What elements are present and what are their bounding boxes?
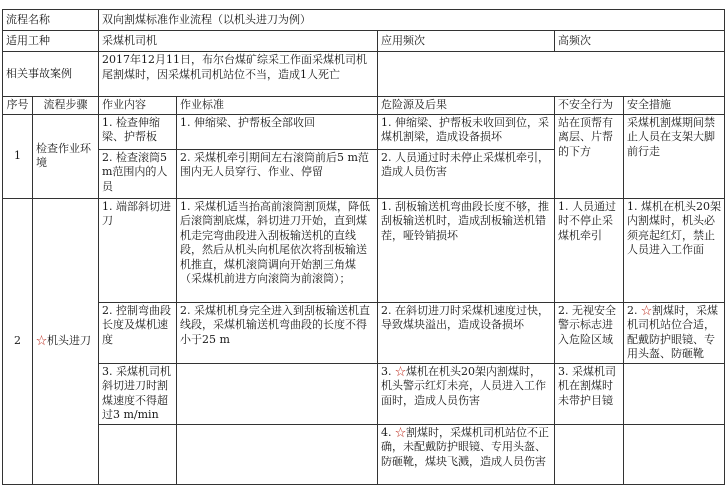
section-step-cell [33, 198, 99, 484]
hazard: 煤机在机头20架内割煤时，机头警示红灯未亮，人员进入工作面时，造成人员伤害 [381, 364, 546, 407]
col-header-step: 流程步骤 [33, 97, 99, 115]
work-content: 1. 端部斜切进刀 [99, 198, 177, 302]
unsafe-behavior: 2. 无视安全警示标志进入危险区域 [555, 302, 624, 363]
unsafe-behavior: 站在顶帮有离层、片帮的下方 [555, 114, 624, 198]
key-measure-star-icon: ☆ [641, 303, 652, 317]
work-content: 2. 控制弯曲段长度及煤机速度 [99, 302, 177, 363]
job-value: 采煤机司机 [99, 31, 378, 52]
hazard: 2. 在斜切进刀时采煤机速度过快，导致煤块溢出，造成设备损坏 [378, 302, 555, 363]
hazard: 1. 伸缩梁、护帮板未收回到位，采煤机割梁，造成设备损坏 [378, 114, 555, 149]
freq-value: 高频次 [555, 31, 725, 52]
col-header-hazard: 危险源及后果 [378, 97, 555, 115]
work-standard: 2. 采煤机牵引期间左右滚筒前后5 m范围内无人员穿行、作业、停留 [177, 149, 378, 198]
work-standard-empty [177, 424, 378, 484]
hazard-cell: 3. ☆煤机在机头20架内割煤时，机头警示红灯未亮，人员进入工作面时，造成人员伤害 [378, 363, 555, 424]
case-blank [378, 52, 725, 97]
safety-measure-empty [624, 363, 725, 424]
work-content: 3. 采煤机司机斜切进刀时割煤速度不得超过3 m/min [99, 363, 177, 424]
hazard-cell: 4. ☆割煤时，采煤机司机站位不正确，未配戴防护眼镜、专用头盔、防砸靴，煤块飞溅，造成人员伤害 [378, 424, 555, 484]
case-label: 相关事故案例 [3, 52, 99, 97]
safety-measure-empty [624, 424, 725, 484]
hazard: 2. 人员通过时未停止采煤机牵引，造成人员伤害 [378, 149, 555, 198]
case-value: 2017年12月11日，布尔台煤矿综采工作面采煤机司机尾割煤时，因采煤机司机站位不当，造成1人死亡 [99, 52, 378, 97]
key-hazard-star-icon: ☆ [395, 364, 406, 378]
section-step: 机头进刀 [47, 333, 91, 347]
work-content: 1. 检查伸缩梁、护帮板 [99, 114, 177, 149]
section-no: 2 [3, 198, 33, 484]
section-step: 检查作业环境 [33, 114, 99, 198]
work-standard-empty [177, 363, 378, 424]
hazard: 1. 刮板输送机弯曲段长度不够，推刮板输送机时，造成刮板输送机错茬，哑铃销损坏 [378, 198, 555, 302]
work-standard: 2. 采煤机机身完全进入到刮板输送机直线段，采煤机输送机弯曲段的长度不得小于25 m [177, 302, 378, 363]
procedure-table [2, 9, 725, 485]
col-header-standard: 作业标准 [177, 97, 378, 115]
unsafe-behavior: 1. 人员通过时不停止采煤机牵引 [555, 198, 624, 302]
col-header-measure: 安全措施 [624, 97, 725, 115]
unsafe-behavior: 3. 采煤机司机在割煤时未带护目镜 [555, 363, 624, 424]
work-standard: 1. 采煤机适当抬高前滚筒割顶煤，降低后滚筒割底煤，斜切进刀开始，直到煤机走完弯曲段进入刮板输送机的直线段，然后从机头向机尾依次将刮板输送机推直，煤机滚筒调向开始割三角煤（采煤机前进方向滚筒为前滚筒）； [177, 198, 378, 302]
key-step-star-icon: ☆ [36, 333, 47, 347]
unsafe-behavior-empty [555, 424, 624, 484]
job-label: 适用工种 [3, 31, 99, 52]
work-content: 2. 检查滚筒5 m范围内的人员 [99, 149, 177, 198]
safety-measure: 1. 煤机在机头20架内割煤时，机头必须亮起红灯，禁止人员进入工作面 [624, 198, 725, 302]
col-header-no: 序号 [3, 97, 33, 115]
process-name-label: 流程名称 [3, 10, 99, 31]
work-standard: 1. 伸缩梁、护帮板全部收回 [177, 114, 378, 149]
key-hazard-star-icon: ☆ [395, 425, 406, 439]
work-content-empty [99, 424, 177, 484]
safety-measure: 采煤机割煤期间禁止人员在支架大脚前行走 [624, 114, 725, 198]
safety-measure: 割煤时，采煤机司机站位合适，配戴防护眼镜、专用头盔、防砸靴 [627, 303, 718, 360]
hazard: 割煤时，采煤机司机站位不正确，未配戴防护眼镜、专用头盔、防砸靴，煤块飞溅，造成人员伤害 [381, 425, 549, 468]
safety-measure-cell: 2. ☆割煤时，采煤机司机站位合适，配戴防护眼镜、专用头盔、防砸靴 [624, 302, 725, 363]
col-header-content: 作业内容 [99, 97, 177, 115]
freq-label: 应用频次 [378, 31, 555, 52]
process-name-value: 双向割煤标准作业流程（以机头进刀为例） [99, 10, 725, 31]
col-header-unsafe: 不安全行为 [555, 97, 624, 115]
section-no: 1 [3, 114, 33, 198]
